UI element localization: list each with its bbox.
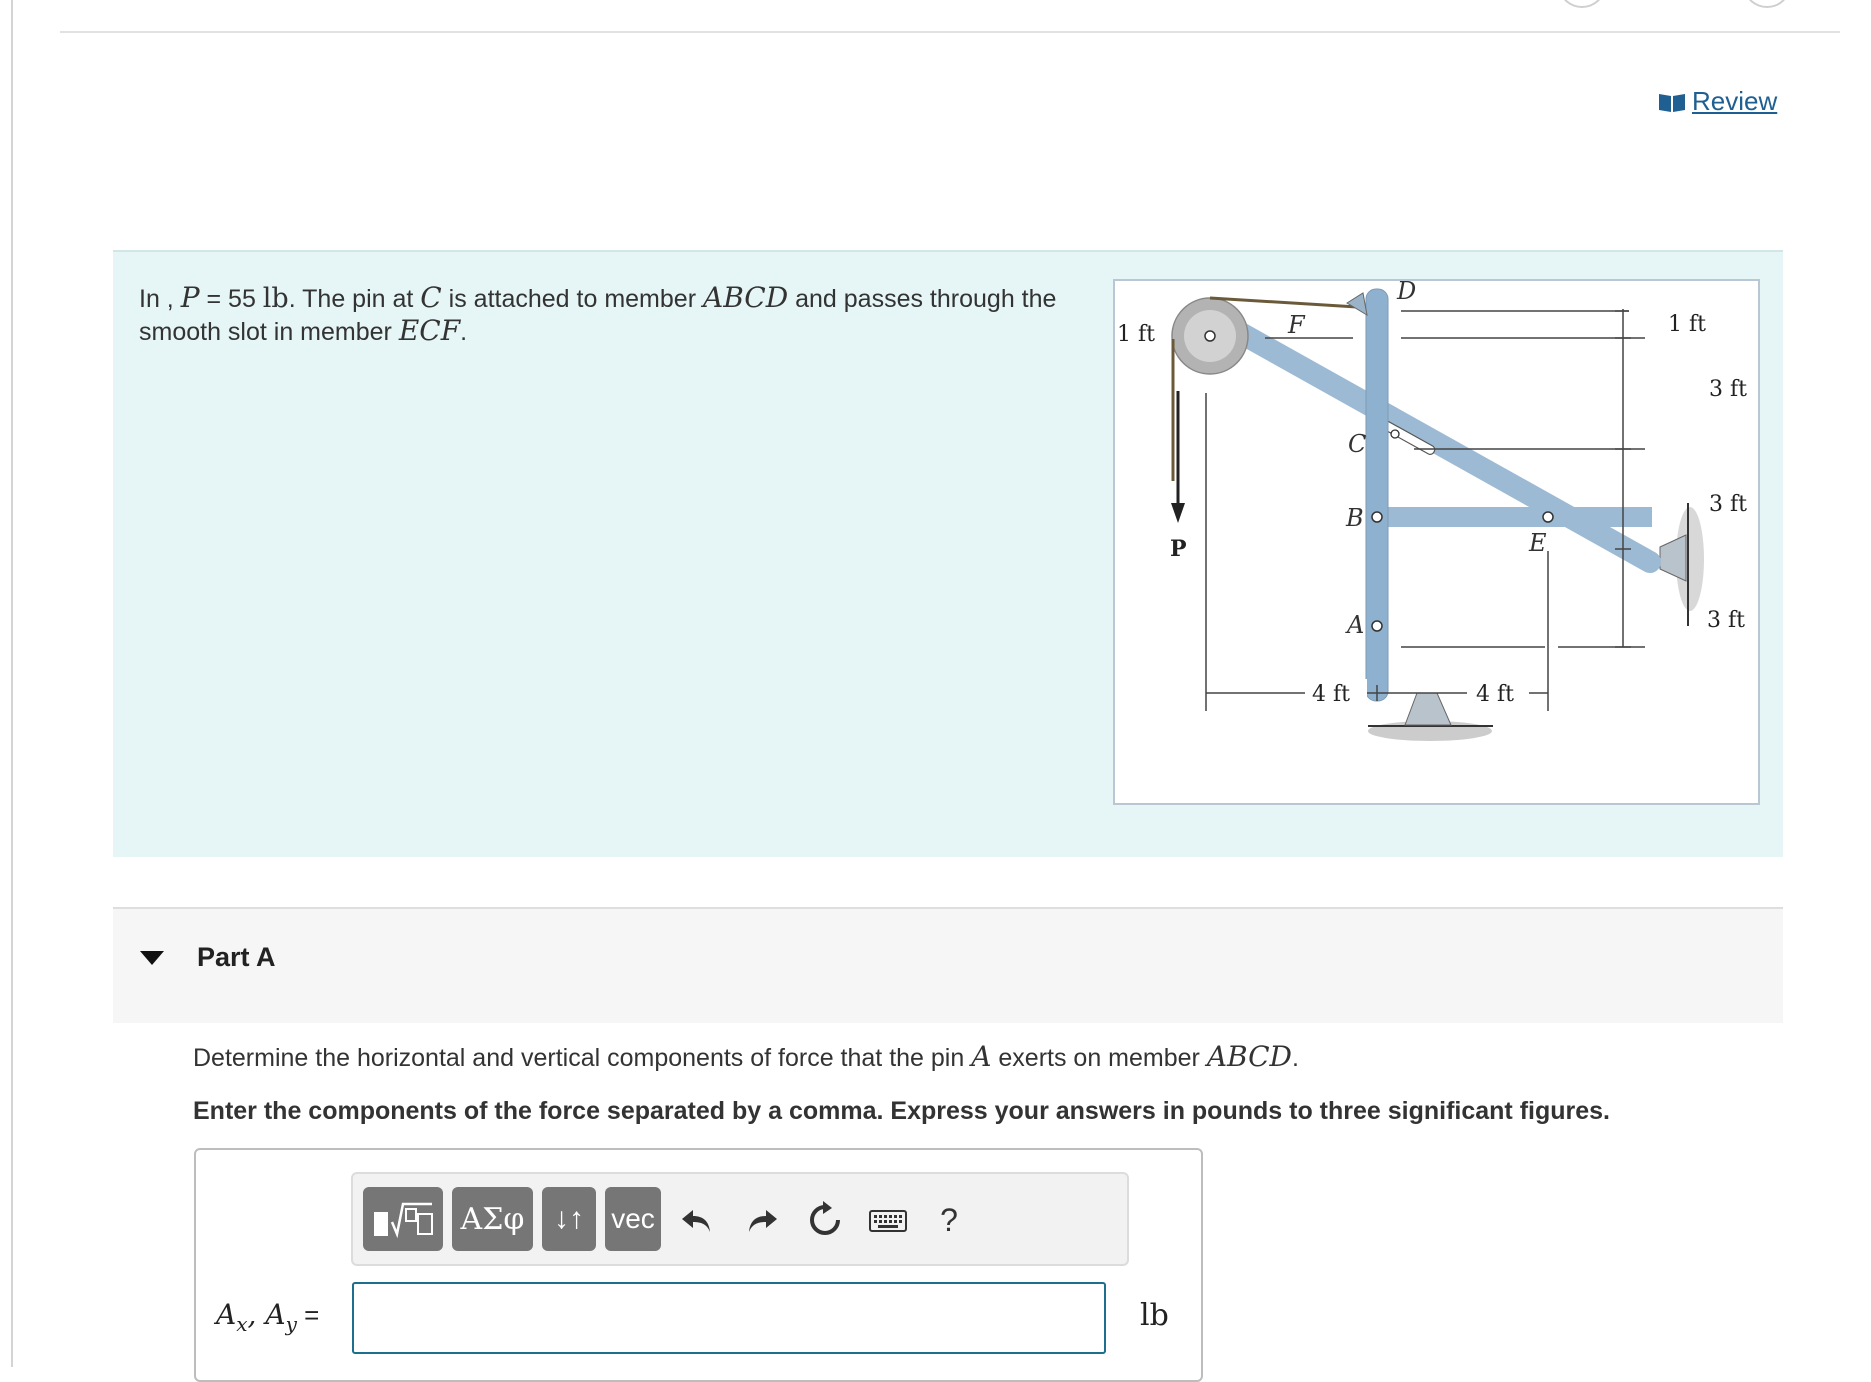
answer-equals: = (296, 1300, 320, 1330)
templates-icon (368, 1194, 438, 1244)
part-title: Part A (197, 942, 276, 972)
pin-c (1391, 430, 1399, 438)
label-1ft-right: 1 ft (1668, 312, 1706, 337)
instruction-text: Enter the components of the force separated by a comma. Express your answers in pounds to three significant figures. (193, 1097, 1610, 1125)
pin-support-a (1405, 693, 1451, 725)
answer-input[interactable] (352, 1282, 1106, 1354)
question-text-mid: exerts on member (991, 1044, 1207, 1072)
label-b: B (1346, 504, 1364, 532)
member-abcd: ABCD (702, 281, 789, 314)
c-symbol: C (420, 281, 442, 314)
templates-button[interactable] (363, 1187, 443, 1251)
arrows-button[interactable]: ↓↑ (542, 1187, 596, 1251)
answer-separator: , (247, 1298, 266, 1331)
answer-unit: lb (1140, 1298, 1169, 1333)
pin-b (1372, 512, 1382, 522)
label-3ft-top: 3 ft (1709, 377, 1747, 402)
problem-text-end: . (460, 318, 468, 346)
review-link[interactable] (1658, 86, 1777, 117)
collapse-caret-icon[interactable] (140, 951, 164, 965)
question-text (193, 1040, 1299, 1073)
part-a-header[interactable] (113, 907, 1783, 1023)
problem-text-intro: In , (139, 285, 174, 313)
top-divider (60, 31, 1840, 33)
label-d: D (1397, 281, 1417, 305)
label-a: A (1347, 611, 1365, 639)
keyboard-icon (868, 1207, 908, 1233)
answer-label (216, 1298, 319, 1336)
keyboard-button[interactable] (860, 1192, 916, 1248)
p-value: = 55 (199, 285, 263, 313)
label-c: C (1348, 430, 1367, 458)
problem-statement (139, 282, 1099, 348)
cable-anchor-d (1347, 293, 1367, 315)
label-1ft-left: 1 ft (1117, 322, 1155, 347)
undo-icon (679, 1204, 715, 1236)
label-3ft-mid: 3 ft (1709, 492, 1747, 517)
label-p: P (1170, 536, 1187, 562)
label-3ft-bottom: 3 ft (1707, 608, 1745, 633)
redo-icon (744, 1204, 780, 1236)
redo-button[interactable] (734, 1192, 790, 1248)
reset-icon (806, 1201, 844, 1239)
p-symbol: P (180, 281, 200, 314)
question-text-end: . (1292, 1044, 1299, 1072)
question-pin: A (971, 1040, 992, 1073)
pin-a (1372, 621, 1382, 631)
question-text-start: Determine the horizontal and vertical components of force that the pin (193, 1044, 972, 1072)
undo-button[interactable] (669, 1192, 725, 1248)
pin-support-e (1660, 535, 1686, 581)
vec-button[interactable]: vec (605, 1187, 661, 1251)
top-circle-control[interactable] (1745, 0, 1789, 8)
reset-button[interactable] (797, 1192, 853, 1248)
review-label: Review (1692, 86, 1778, 116)
left-border (11, 0, 13, 1367)
problem-figure (1113, 279, 1760, 805)
pulley-pin (1205, 331, 1215, 341)
label-e: E (1529, 529, 1547, 557)
problem-text-passes: and passes through the smooth slot in member (139, 285, 1057, 346)
pin-e (1543, 512, 1553, 522)
label-4ft-right: 4 ft (1476, 682, 1514, 707)
answer-label-a: A (265, 1298, 286, 1331)
question-member: ABCD (1206, 1040, 1293, 1073)
problem-text-attached: is attached to member (441, 285, 703, 313)
greek-symbols-button[interactable]: ΑΣφ (452, 1187, 533, 1251)
p-unit: lb (262, 283, 289, 314)
force-p-arrowhead (1171, 503, 1185, 523)
problem-text-pin: . The pin at (288, 285, 421, 313)
frame-diagram (1115, 281, 1758, 803)
label-f: F (1288, 311, 1305, 339)
label-4ft-left: 4 ft (1312, 682, 1350, 707)
answer-label-a: A (216, 1298, 237, 1331)
answer-sub-y: y (285, 1312, 297, 1336)
member-abcd (1366, 289, 1388, 701)
member-ecf: ECF (398, 314, 461, 347)
math-toolbar (351, 1172, 1129, 1266)
book-icon (1658, 91, 1686, 113)
top-circle-control[interactable] (1560, 0, 1604, 8)
answer-panel (194, 1148, 1203, 1382)
help-button[interactable]: ? (940, 1201, 958, 1238)
answer-sub-x: x (236, 1312, 248, 1336)
